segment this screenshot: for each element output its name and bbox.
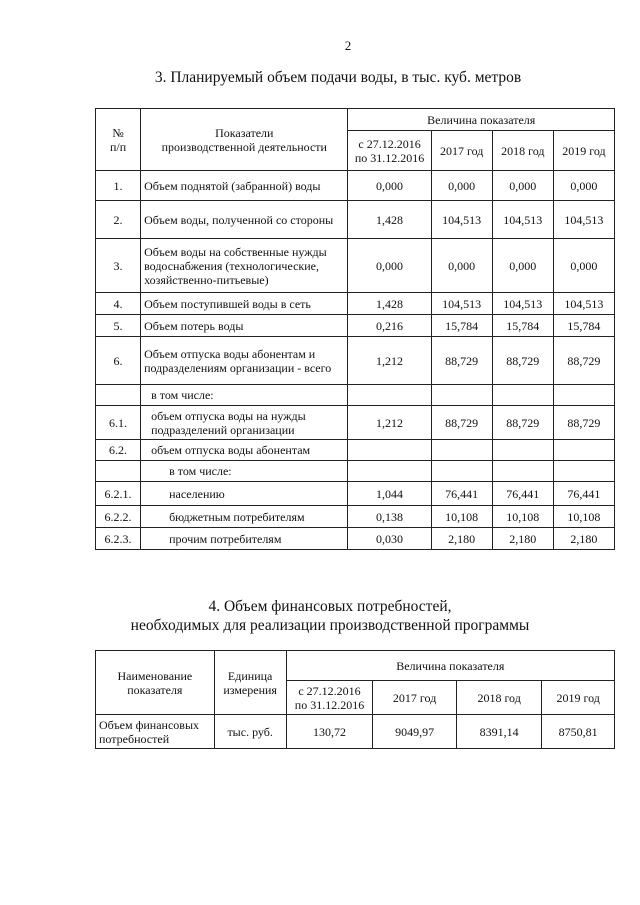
row-value-2019: 104,513: [553, 201, 614, 239]
header-unit: Единица измерения: [214, 651, 286, 715]
header-period-2017: 2017 год: [373, 681, 457, 715]
row-indicator: объем отпуска воды на нужды подразделений организации: [141, 406, 348, 440]
row-value-period-1: 1,428: [348, 293, 431, 315]
row-value-2018: 104,513: [492, 293, 553, 315]
table-row: [96, 506, 615, 528]
row-number: 6.2.2.: [96, 506, 141, 528]
table-row: [96, 293, 615, 315]
row-value-2017: 104,513: [431, 201, 492, 239]
row-unit: тыс. руб.: [214, 715, 286, 749]
header-value-group: Величина показателя: [286, 651, 614, 681]
row-value-2017: 0,000: [431, 171, 492, 201]
row-number: 1.: [96, 171, 141, 201]
row-value-2018: 2,180: [492, 528, 553, 550]
table-row: [96, 715, 615, 749]
row-number: 6.2.1.: [96, 482, 141, 506]
header-period-1: с 27.12.2016 по 31.12.2016: [286, 681, 373, 715]
row-number: 6.: [96, 337, 141, 385]
header-period-2018: 2018 год: [492, 131, 553, 171]
row-value-period-1: 1,212: [348, 406, 431, 440]
row-number: [96, 385, 141, 406]
row-value-2018: 104,513: [492, 201, 553, 239]
row-number: [96, 461, 141, 482]
row-indicator: Объем поднятой (забранной) воды: [141, 171, 348, 201]
section-4-title: [10, 597, 640, 635]
row-value-2017: 2,180: [431, 528, 492, 550]
row-indicator: Объем поступившей воды в сеть: [141, 293, 348, 315]
row-value-2017: 9049,97: [373, 715, 457, 749]
row-value-period-1: 0,000: [348, 239, 431, 293]
row-value-period-1: [348, 440, 431, 461]
row-value-period-1: 130,72: [286, 715, 373, 749]
row-value-2017: [431, 440, 492, 461]
water-supply-table: [95, 108, 615, 550]
row-value-2018: 10,108: [492, 506, 553, 528]
row-value-period-1: 0,216: [348, 315, 431, 337]
row-value-2019: 88,729: [553, 337, 614, 385]
row-value-2018: 0,000: [492, 171, 553, 201]
page-number: 2: [344, 38, 352, 53]
row-value-2017: [431, 461, 492, 482]
table-row: [96, 482, 615, 506]
table-row: [96, 385, 615, 406]
row-number: 6.2.: [96, 440, 141, 461]
row-value-2019: 88,729: [553, 406, 614, 440]
table-row: [96, 461, 615, 482]
row-value-2018: 0,000: [492, 239, 553, 293]
section-4-title-line-1: 4. Объем финансовых потребностей,: [208, 598, 452, 615]
row-value-2018: 88,729: [492, 406, 553, 440]
table-row: [96, 315, 615, 337]
row-number: 6.1.: [96, 406, 141, 440]
table-row: [96, 337, 615, 385]
row-value-2018: [492, 385, 553, 406]
header-period-2019: 2019 год: [542, 681, 615, 715]
header-period-2017: 2017 год: [431, 131, 492, 171]
row-value-period-1: 0,138: [348, 506, 431, 528]
row-value-2018: [492, 440, 553, 461]
row-value-2017: [431, 385, 492, 406]
row-value-2019: 0,000: [553, 171, 614, 201]
row-indicator: прочим потребителям: [141, 528, 348, 550]
row-value-period-1: [348, 461, 431, 482]
row-value-2019: 0,000: [553, 239, 614, 293]
table-row: [96, 171, 615, 201]
row-value-period-1: 1,428: [348, 201, 431, 239]
row-value-2017: 10,108: [431, 506, 492, 528]
header-indicator-name: Наименование показателя: [96, 651, 215, 715]
row-value-2019: [553, 385, 614, 406]
row-value-period-1: 1,044: [348, 482, 431, 506]
row-indicator: в том числе:: [141, 461, 348, 482]
row-value-2018: [492, 461, 553, 482]
header-period-1: с 27.12.2016 по 31.12.2016: [348, 131, 431, 171]
row-value-2017: 104,513: [431, 293, 492, 315]
table-row: [96, 201, 615, 239]
row-value-2019: 104,513: [553, 293, 614, 315]
header-num: № п/п: [96, 109, 141, 171]
header-value-group: Величина показателя: [348, 109, 615, 131]
row-value-period-1: [348, 385, 431, 406]
row-value-period-1: 0,000: [348, 171, 431, 201]
row-indicator: Объем отпуска воды абонентам и подразделениям организации - всего: [141, 337, 348, 385]
row-value-2017: 0,000: [431, 239, 492, 293]
financial-needs-table: [95, 650, 615, 749]
row-value-2018: 8391,14: [456, 715, 541, 749]
row-name: Объем финансовых потребностей: [96, 715, 215, 749]
row-value-2017: 76,441: [431, 482, 492, 506]
section-4-title-line-2: необходимых для реализации производственной программы: [130, 617, 530, 634]
row-indicator: Объем воды на собственные нужды водоснабжения (технологические, хозяйственно-питьевые): [141, 239, 348, 293]
header-period-2019: 2019 год: [553, 131, 614, 171]
row-indicator: Объем воды, полученной со стороны: [141, 201, 348, 239]
table-row: [96, 406, 615, 440]
row-value-2019: 76,441: [553, 482, 614, 506]
row-value-2019: 2,180: [553, 528, 614, 550]
table-row: [96, 239, 615, 293]
row-indicator: в том числе:: [141, 385, 348, 406]
row-number: 4.: [96, 293, 141, 315]
row-value-2019: 8750,81: [542, 715, 615, 749]
row-value-2018: 15,784: [492, 315, 553, 337]
table-row: [96, 440, 615, 461]
header-indicators: Показатели производственной деятельности: [141, 109, 348, 171]
row-number: 3.: [96, 239, 141, 293]
row-number: 5.: [96, 315, 141, 337]
row-value-2017: 88,729: [431, 406, 492, 440]
row-number: 2.: [96, 201, 141, 239]
row-value-2019: 10,108: [553, 506, 614, 528]
row-value-period-1: 1,212: [348, 337, 431, 385]
row-value-2019: 15,784: [553, 315, 614, 337]
row-value-2019: [553, 461, 614, 482]
section-3-title: 3. Планируемый объем подачи воды, в тыс. куб. метров: [154, 69, 522, 86]
row-indicator: бюджетным потребителям: [141, 506, 348, 528]
row-value-2017: 15,784: [431, 315, 492, 337]
table-row: [96, 528, 615, 550]
row-number: 6.2.3.: [96, 528, 141, 550]
row-indicator: населению: [141, 482, 348, 506]
row-value-2017: 88,729: [431, 337, 492, 385]
row-indicator: объем отпуска воды абонентам: [141, 440, 348, 461]
header-period-2018: 2018 год: [456, 681, 541, 715]
row-value-2019: [553, 440, 614, 461]
row-value-2018: 76,441: [492, 482, 553, 506]
row-indicator: Объем потерь воды: [141, 315, 348, 337]
row-value-2018: 88,729: [492, 337, 553, 385]
row-value-period-1: 0,030: [348, 528, 431, 550]
